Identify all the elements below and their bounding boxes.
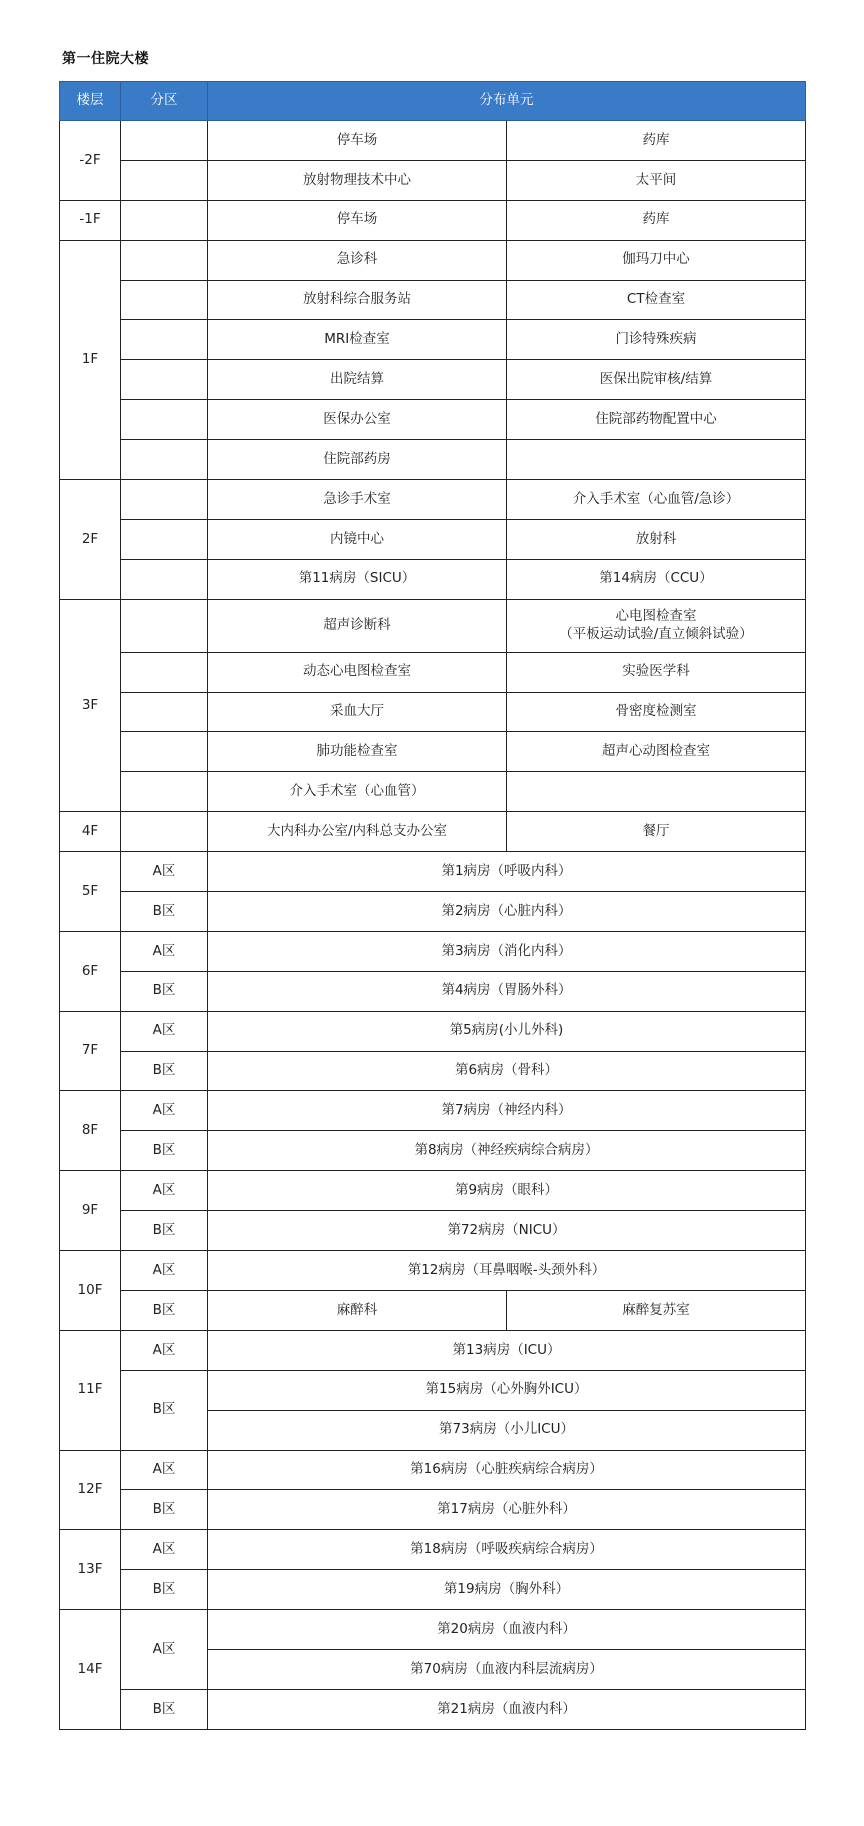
zone-cell: A区 bbox=[121, 1450, 208, 1490]
unit-cell: 第16病房（心脏疾病综合病房） bbox=[208, 1450, 806, 1490]
unit-cell: 第14病房（CCU） bbox=[507, 559, 806, 599]
table-row bbox=[60, 360, 806, 400]
table-row bbox=[60, 1330, 806, 1370]
floor-cell: 1F bbox=[60, 240, 121, 479]
page-title: 第一住院大楼 bbox=[62, 51, 149, 67]
table-row bbox=[60, 1171, 806, 1211]
zone-cell: A区 bbox=[121, 1171, 208, 1211]
unit-cell: 第11病房（SICU） bbox=[208, 559, 507, 599]
unit-cell: 麻醉科 bbox=[208, 1290, 507, 1330]
floor-cell: -1F bbox=[60, 200, 121, 240]
unit-cell: 第5病房(小儿外科) bbox=[208, 1011, 806, 1051]
table-row bbox=[60, 1570, 806, 1610]
unit-cell: 第21病房（血液内科） bbox=[208, 1689, 806, 1729]
table-row bbox=[60, 599, 806, 652]
zone-cell bbox=[121, 772, 208, 812]
table-row bbox=[60, 480, 806, 520]
zone-cell: A区 bbox=[121, 1091, 208, 1131]
unit-cell: 第19病房（胸外科） bbox=[208, 1570, 806, 1610]
table-row bbox=[60, 1370, 806, 1410]
unit-cell: 放射物理技术中心 bbox=[208, 160, 507, 200]
zone-cell: B区 bbox=[121, 1131, 208, 1171]
table-row bbox=[60, 559, 806, 599]
zone-cell: A区 bbox=[121, 1251, 208, 1291]
zone-cell: A区 bbox=[121, 1530, 208, 1570]
table-row bbox=[60, 1290, 806, 1330]
table-row bbox=[60, 1051, 806, 1091]
zone-cell bbox=[121, 160, 208, 200]
table-row bbox=[60, 240, 806, 280]
floor-cell: 9F bbox=[60, 1171, 121, 1251]
unit-cell: 放射科 bbox=[507, 519, 806, 559]
zone-cell bbox=[121, 812, 208, 852]
unit-cell: 内镜中心 bbox=[208, 519, 507, 559]
unit-cell: 药库 bbox=[507, 121, 806, 161]
floor-cell: -2F bbox=[60, 121, 121, 201]
unit-cell: 停车场 bbox=[208, 200, 507, 240]
unit-cell: 医保出院审核/结算 bbox=[507, 360, 806, 400]
table-row bbox=[60, 280, 806, 320]
unit-cell: 骨密度检测室 bbox=[507, 692, 806, 732]
unit-cell: 肺功能检查室 bbox=[208, 732, 507, 772]
unit-cell: 实验医学科 bbox=[507, 652, 806, 692]
zone-cell bbox=[121, 732, 208, 772]
table-row bbox=[60, 692, 806, 732]
unit-cell: 超声心动图检查室 bbox=[507, 732, 806, 772]
zone-cell: B区 bbox=[121, 1290, 208, 1330]
header-floor: 楼层 bbox=[60, 82, 121, 121]
zone-cell bbox=[121, 599, 208, 652]
unit-cell: 第12病房（耳鼻咽喉-头颈外科） bbox=[208, 1251, 806, 1291]
table-row bbox=[60, 1011, 806, 1051]
floor-cell: 10F bbox=[60, 1251, 121, 1331]
zone-cell bbox=[121, 692, 208, 732]
unit-cell: 第73病房（小儿ICU） bbox=[208, 1410, 806, 1450]
zone-cell: A区 bbox=[121, 1011, 208, 1051]
table-row bbox=[60, 931, 806, 971]
table-row bbox=[60, 1610, 806, 1650]
floor-cell: 13F bbox=[60, 1530, 121, 1610]
zone-cell: A区 bbox=[121, 852, 208, 892]
table-row bbox=[60, 1131, 806, 1171]
unit-cell: 第70病房（血液内科层流病房） bbox=[208, 1649, 806, 1689]
unit-cell: 介入手术室（心血管/急诊） bbox=[507, 480, 806, 520]
unit-cell: 出院结算 bbox=[208, 360, 507, 400]
unit-cell: 餐厅 bbox=[507, 812, 806, 852]
table-row bbox=[60, 812, 806, 852]
table-row bbox=[60, 1689, 806, 1729]
zone-cell: A区 bbox=[121, 931, 208, 971]
unit-cell: 采血大厅 bbox=[208, 692, 507, 732]
unit-cell: 第4病房（胃肠外科） bbox=[208, 971, 806, 1011]
zone-cell: B区 bbox=[121, 1689, 208, 1729]
zone-cell: B区 bbox=[121, 1211, 208, 1251]
unit-cell: 急诊手术室 bbox=[208, 480, 507, 520]
unit-cell: 第3病房（消化内科） bbox=[208, 931, 806, 971]
zone-cell: B区 bbox=[121, 1490, 208, 1530]
unit-cell: 第6病房（骨科） bbox=[208, 1051, 806, 1091]
unit-cell: 大内科办公室/内科总支办公室 bbox=[208, 812, 507, 852]
unit-cell bbox=[507, 599, 806, 652]
unit-cell: 第8病房（神经疾病综合病房） bbox=[208, 1131, 806, 1171]
table-row bbox=[60, 971, 806, 1011]
table-row bbox=[60, 1251, 806, 1291]
zone-cell bbox=[121, 480, 208, 520]
zone-cell bbox=[121, 400, 208, 440]
unit-cell: 第1病房（呼吸内科） bbox=[208, 852, 806, 892]
unit-line: 心电图检查室 bbox=[615, 608, 697, 625]
zone-cell bbox=[121, 240, 208, 280]
zone-cell bbox=[121, 280, 208, 320]
zone-cell: B区 bbox=[121, 892, 208, 932]
zone-cell: B区 bbox=[121, 1570, 208, 1610]
unit-cell: 急诊科 bbox=[208, 240, 507, 280]
unit-cell: MRI检查室 bbox=[208, 320, 507, 360]
table-row bbox=[60, 1530, 806, 1570]
floor-cell: 12F bbox=[60, 1450, 121, 1530]
floor-cell: 6F bbox=[60, 931, 121, 1011]
zone-cell: B区 bbox=[121, 1370, 208, 1450]
zone-cell bbox=[121, 320, 208, 360]
unit-cell: 放射科综合服务站 bbox=[208, 280, 507, 320]
unit-line: （平板运动试验/直立倾斜试验） bbox=[559, 625, 753, 642]
zone-cell: A区 bbox=[121, 1610, 208, 1690]
unit-cell: 第18病房（呼吸疾病综合病房） bbox=[208, 1530, 806, 1570]
table-row bbox=[60, 732, 806, 772]
unit-cell: 第15病房（心外胸外ICU） bbox=[208, 1370, 806, 1410]
zone-cell: B区 bbox=[121, 971, 208, 1011]
unit-cell: 停车场 bbox=[208, 121, 507, 161]
table-row bbox=[60, 440, 806, 480]
floor-cell: 2F bbox=[60, 480, 121, 600]
floor-cell: 4F bbox=[60, 812, 121, 852]
unit-cell: 第7病房（神经内科） bbox=[208, 1091, 806, 1131]
unit-cell bbox=[507, 440, 806, 480]
floor-cell: 11F bbox=[60, 1330, 121, 1450]
unit-cell: 第20病房（血液内科） bbox=[208, 1610, 806, 1650]
table-row bbox=[60, 121, 806, 161]
table-row bbox=[60, 892, 806, 932]
table-row bbox=[60, 852, 806, 892]
header-units: 分布单元 bbox=[208, 82, 806, 121]
table-row bbox=[60, 772, 806, 812]
table-row bbox=[60, 200, 806, 240]
header-zone: 分区 bbox=[121, 82, 208, 121]
floor-cell: 7F bbox=[60, 1011, 121, 1091]
unit-cell: 住院部药房 bbox=[208, 440, 507, 480]
floor-cell: 14F bbox=[60, 1610, 121, 1730]
table-row bbox=[60, 320, 806, 360]
floor-cell: 3F bbox=[60, 599, 121, 812]
zone-cell bbox=[121, 200, 208, 240]
unit-cell: CT检查室 bbox=[507, 280, 806, 320]
table-row bbox=[60, 400, 806, 440]
table-row bbox=[60, 652, 806, 692]
zone-cell bbox=[121, 121, 208, 161]
table-row bbox=[60, 1450, 806, 1490]
unit-cell: 第17病房（心脏外科） bbox=[208, 1490, 806, 1530]
unit-cell: 第13病房（ICU） bbox=[208, 1330, 806, 1370]
table-row bbox=[60, 1091, 806, 1131]
zone-cell bbox=[121, 652, 208, 692]
unit-cell: 太平间 bbox=[507, 160, 806, 200]
table-row bbox=[60, 519, 806, 559]
zone-cell bbox=[121, 360, 208, 400]
table-header-row bbox=[60, 82, 806, 121]
floor-cell: 8F bbox=[60, 1091, 121, 1171]
unit-cell: 伽玛刀中心 bbox=[507, 240, 806, 280]
unit-cell: 门诊特殊疾病 bbox=[507, 320, 806, 360]
floor-cell: 5F bbox=[60, 852, 121, 932]
zone-cell bbox=[121, 559, 208, 599]
zone-cell bbox=[121, 440, 208, 480]
unit-cell: 第9病房（眼科） bbox=[208, 1171, 806, 1211]
zone-cell: A区 bbox=[121, 1330, 208, 1370]
unit-cell: 医保办公室 bbox=[208, 400, 507, 440]
unit-cell: 住院部药物配置中心 bbox=[507, 400, 806, 440]
unit-cell: 动态心电图检查室 bbox=[208, 652, 507, 692]
unit-cell: 第72病房（NICU） bbox=[208, 1211, 806, 1251]
table-row bbox=[60, 1490, 806, 1530]
unit-cell: 药库 bbox=[507, 200, 806, 240]
unit-cell: 麻醉复苏室 bbox=[507, 1290, 806, 1330]
table-row bbox=[60, 1211, 806, 1251]
table-row bbox=[60, 160, 806, 200]
zone-cell: B区 bbox=[121, 1051, 208, 1091]
zone-cell bbox=[121, 519, 208, 559]
floor-directory-table bbox=[59, 81, 806, 1730]
unit-cell: 超声诊断科 bbox=[208, 599, 507, 652]
unit-cell: 介入手术室（心血管） bbox=[208, 772, 507, 812]
unit-cell: 第2病房（心脏内科） bbox=[208, 892, 806, 932]
unit-cell bbox=[507, 772, 806, 812]
